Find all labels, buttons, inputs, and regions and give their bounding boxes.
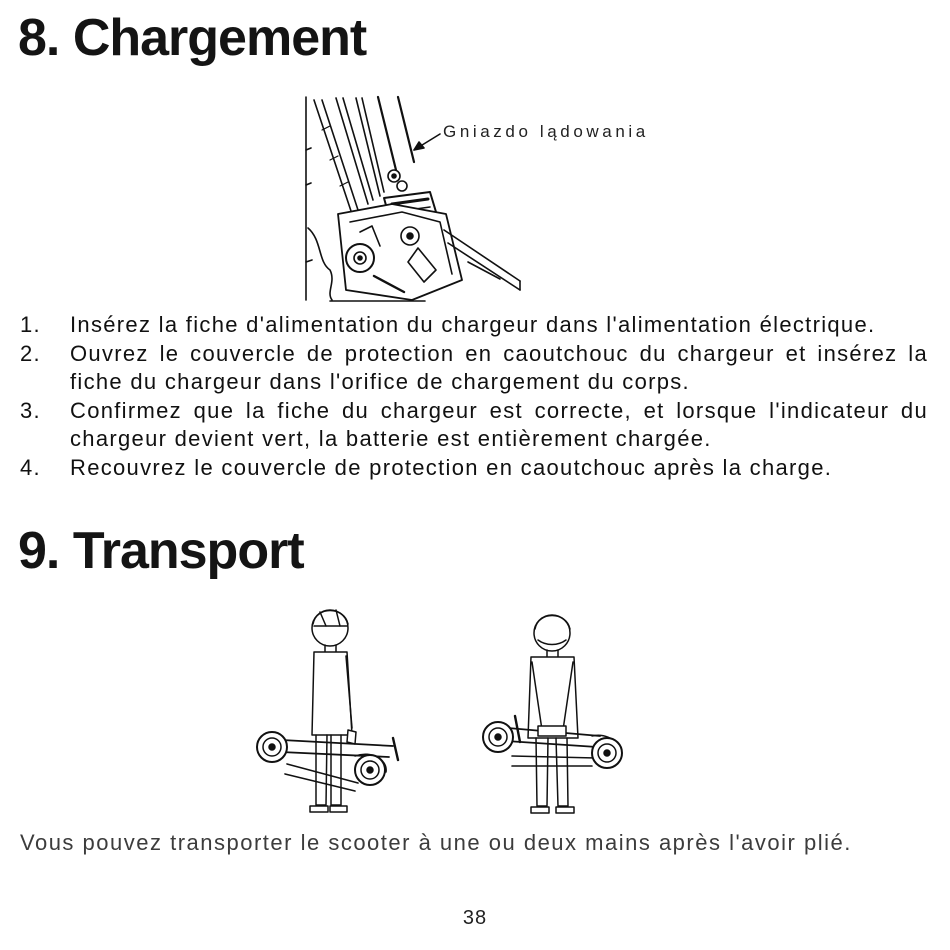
step-text: chargeur devient vert, la batterie est entièrement chargée. [70,426,712,452]
step-text: Recouvrez le couvercle de protection en caoutchouc après la charge. [70,454,833,480]
front-wheel [346,244,374,272]
charging-port-label: Gniazdo lądowania [443,122,649,141]
person-one-hand [257,610,398,812]
helmet-head [312,610,348,646]
helmet-head [534,615,570,651]
charging-section-title: 8. Chargement [18,9,367,67]
transport-illustration [240,600,640,820]
step-text: Confirmez que la fiche du chargeur est correcte, et lorsque l'indicateur du [70,397,928,423]
label-arrow [414,134,440,150]
transport-section-title: 9. Transport [18,522,304,580]
step-number: 3. [20,397,41,423]
list-item-continuation [0,368,950,397]
charging-steps-list [0,311,950,483]
list-item-continuation [0,425,950,454]
step-text: Ouvrez le couvercle de protection en caoutchouc du chargeur et insérez la [70,340,928,366]
step-text: Insérez la fiche d'alimentation du chargeur dans l'alimentation électrique. [70,312,876,337]
legs [310,735,347,812]
step-number: 2. [20,340,41,366]
person-two-hands [483,615,622,813]
list-item [0,454,950,483]
list-item [0,311,950,340]
list-item [0,340,950,369]
step-text: fiche du chargeur dans l'orifice de chargement du corps. [70,369,690,395]
step-number: 4. [20,454,41,480]
page-number: 38 [462,907,488,929]
transport-caption: Vous pouvez transporter le scooter à une ou deux mains après l'avoir plié. [20,830,852,855]
legs [531,738,574,813]
step-number: 1. [20,312,41,337]
list-item [0,397,950,426]
